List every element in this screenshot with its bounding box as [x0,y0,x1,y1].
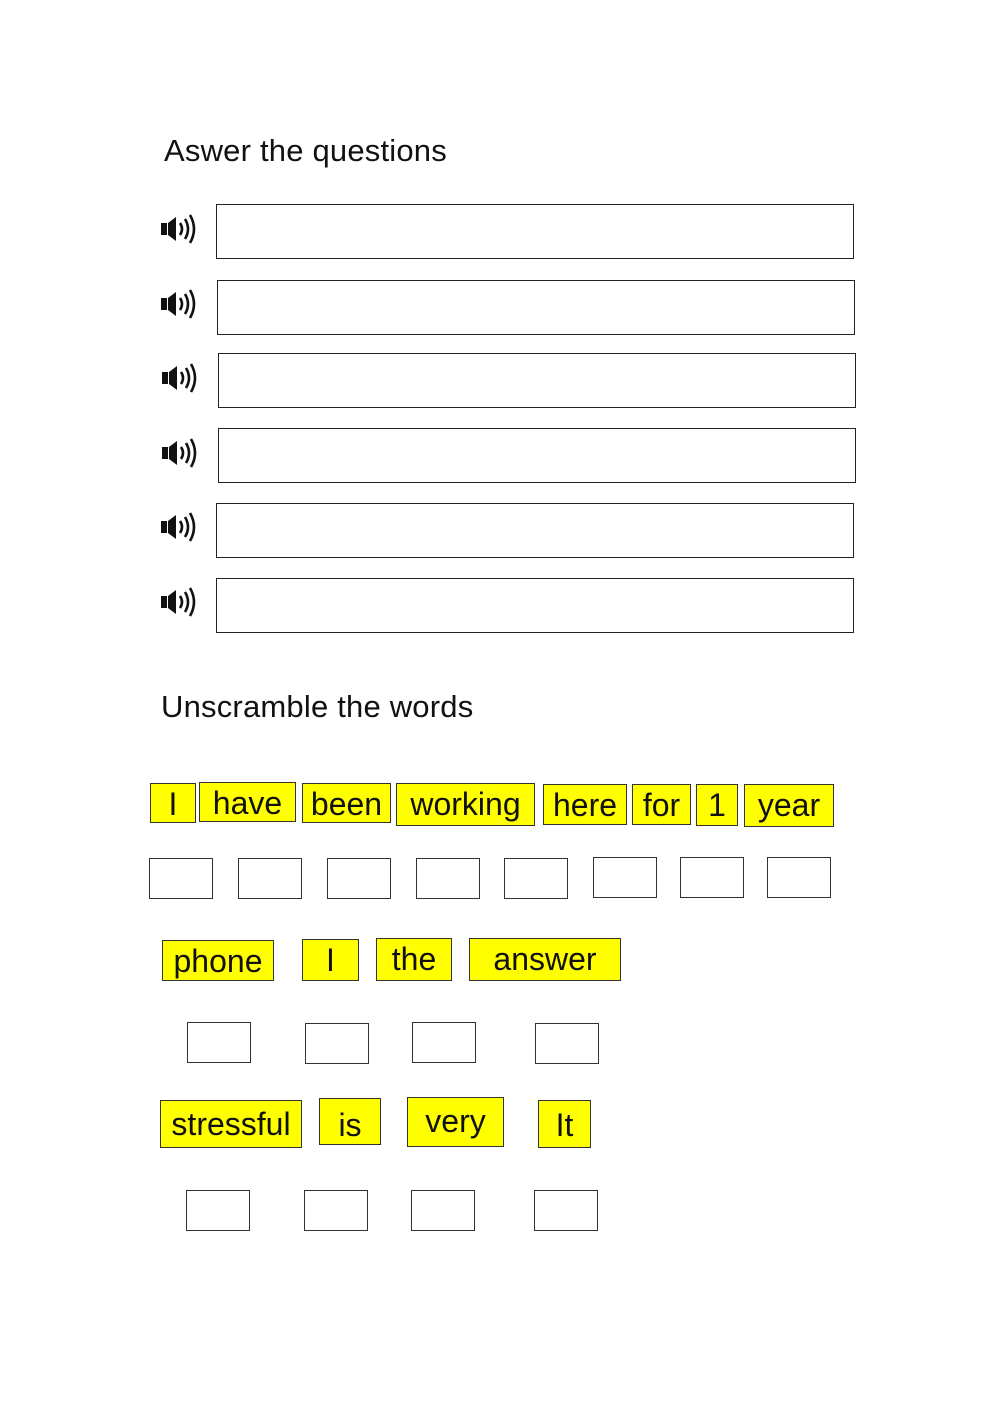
speaker-icon[interactable] [160,287,206,321]
drop-slot[interactable] [186,1190,250,1231]
word-tile[interactable]: here [543,784,627,825]
speaker-icon[interactable] [161,436,207,470]
speaker-icon[interactable] [160,212,206,246]
word-tile[interactable]: stressful [160,1100,302,1148]
word-tile[interactable]: year [744,784,834,827]
word-tile[interactable]: phone [162,940,274,981]
word-tile[interactable]: very [407,1097,504,1147]
word-tile[interactable]: 1 [696,784,738,826]
answer-input[interactable] [216,204,854,259]
drop-slot[interactable] [327,858,391,899]
drop-slot[interactable] [535,1023,599,1064]
speaker-icon[interactable] [160,585,206,619]
drop-slot[interactable] [411,1190,475,1231]
answer-input[interactable] [216,503,854,558]
word-tile[interactable]: have [199,782,296,822]
drop-slot[interactable] [238,858,302,899]
answer-input[interactable] [218,353,856,408]
speaker-icon[interactable] [160,510,206,544]
speaker-icon[interactable] [161,361,207,395]
drop-slot[interactable] [187,1022,251,1063]
word-tile[interactable]: working [396,783,535,826]
drop-slot[interactable] [767,857,831,898]
drop-slot[interactable] [412,1022,476,1063]
word-tile[interactable]: It [538,1100,591,1148]
word-tile[interactable]: is [319,1098,381,1145]
answer-input[interactable] [218,428,856,483]
unscramble-heading: Unscramble the words [161,689,474,724]
drop-slot[interactable] [534,1190,598,1231]
drop-slot[interactable] [149,858,213,899]
answer-questions-heading: Aswer the questions [164,133,447,168]
drop-slot[interactable] [304,1190,368,1231]
drop-slot[interactable] [305,1023,369,1064]
word-tile[interactable]: I [150,783,196,823]
drop-slot[interactable] [680,857,744,898]
answer-input[interactable] [217,280,855,335]
drop-slot[interactable] [504,858,568,899]
word-tile[interactable]: answer [469,938,621,981]
word-tile[interactable]: been [302,783,391,823]
word-tile[interactable]: for [632,784,691,825]
word-tile[interactable]: the [376,938,452,981]
answer-input[interactable] [216,578,854,633]
drop-slot[interactable] [593,857,657,898]
word-tile[interactable]: I [302,939,359,981]
drop-slot[interactable] [416,858,480,899]
